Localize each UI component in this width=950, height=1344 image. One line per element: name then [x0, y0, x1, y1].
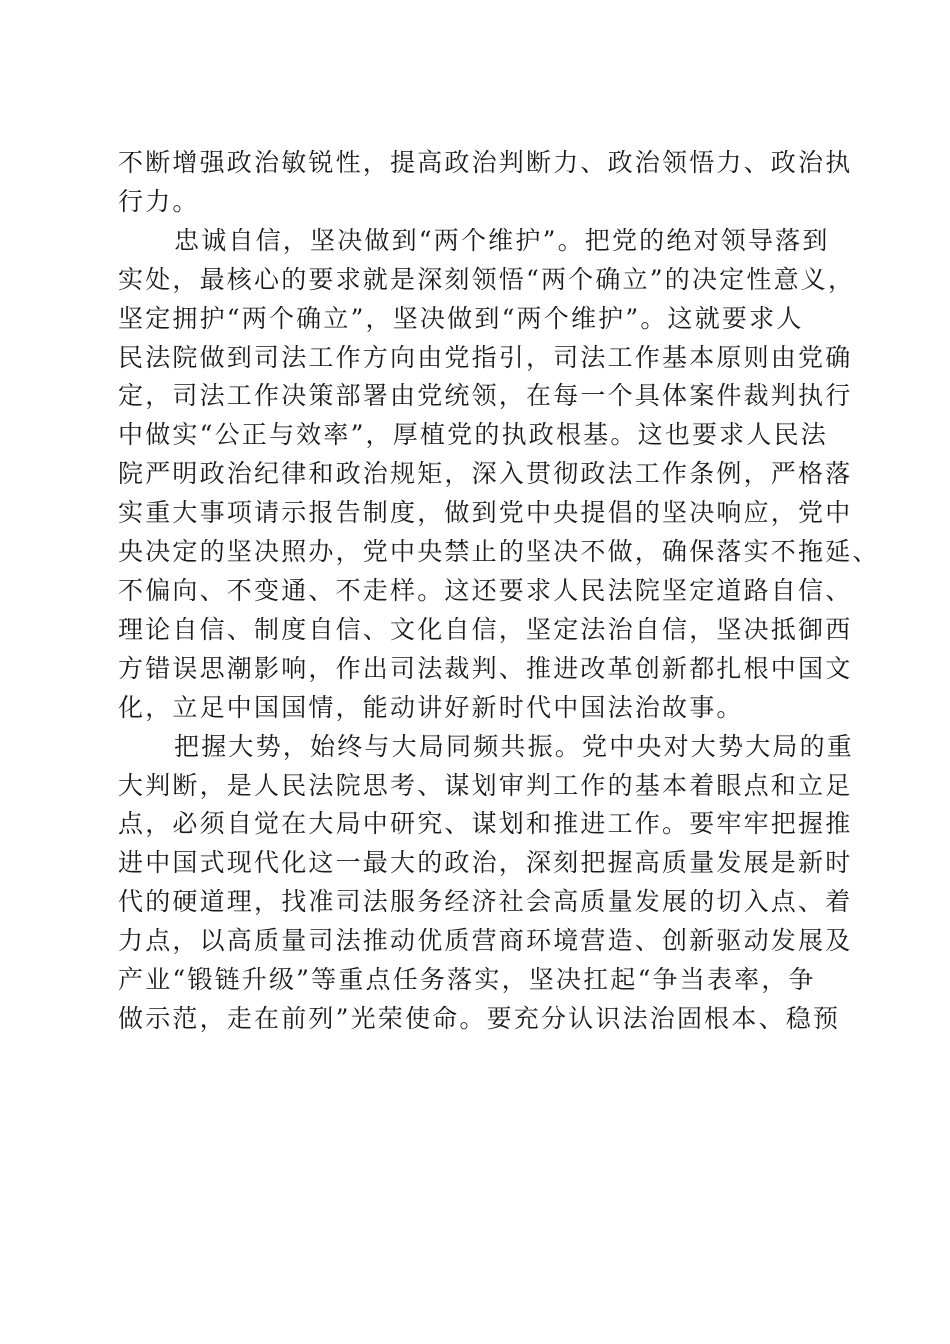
text-line: 实重大事项请示报告制度，做到党中央提倡的坚决响应，党中 — [118, 498, 853, 528]
text-line: 力点，以高质量司法推动优质营商环境营造、创新驱动发展及 — [118, 926, 853, 956]
paragraph-start-line: 把握大势，始终与大局同频共振。党中央对大势大局的重 — [174, 731, 855, 761]
text-line: 做示范，走在前列”光荣使命。要充分认识法治固根本、稳预 — [118, 1003, 841, 1033]
text-line: 坚定拥护“两个确立”，坚决做到“两个维护”。这就要求人 — [118, 303, 804, 333]
text-line: 方错误思潮影响，作出司法裁判、推进改革创新都扎根中国文 — [118, 653, 853, 683]
text-line: 产业“锻链升级”等重点任务落实，坚决扛起“争当表率，争 — [118, 965, 816, 995]
text-line: 大判断，是人民法院思考、谋划审判工作的基本着眼点和立足 — [118, 770, 853, 800]
text-line: 中做实“公正与效率”，厚植党的执政根基。这也要求人民法 — [118, 420, 828, 450]
text-line: 点，必须自觉在大局中研究、谋划和推进工作。要牢牢把握推 — [118, 809, 853, 839]
paragraph-start-line: 忠诚自信，坚决做到“两个维护”。把党的绝对领导落到 — [174, 225, 830, 255]
text-line: 院严明政治纪律和政治规矩，深入贯彻政法工作条例，严格落 — [118, 459, 853, 489]
text-line: 代的硬道理，找准司法服务经济社会高质量发展的切入点、着 — [118, 887, 853, 917]
text-line: 化，立足中国国情，能动讲好新时代中国法治故事。 — [118, 692, 744, 722]
text-line: 央决定的坚决照办，党中央禁止的坚决不做，确保落实不拖延、 — [118, 537, 880, 567]
text-line: 民法院做到司法工作方向由党指引，司法工作基本原则由党确 — [118, 342, 853, 372]
text-line: 进中国式现代化这一最大的政治，深刻把握高质量发展是新时 — [118, 848, 853, 878]
text-line: 行力。 — [118, 186, 200, 216]
document-body — [118, 144, 880, 1039]
text-line: 不断增强政治敏锐性，提高政治判断力、政治领悟力、政治执 — [118, 148, 853, 177]
text-line: 不偏向、不变通、不走样。这还要求人民法院坚定道路自信、 — [118, 575, 853, 605]
text-line: 实处，最核心的要求就是深刻领悟“两个确立”的决定性意义， — [118, 264, 856, 294]
text-line: 理论自信、制度自信、文化自信，坚定法治自信，坚决抵御西 — [118, 614, 853, 644]
text-line: 定，司法工作决策部署由党统领，在每一个具体案件裁判执行 — [118, 381, 853, 411]
